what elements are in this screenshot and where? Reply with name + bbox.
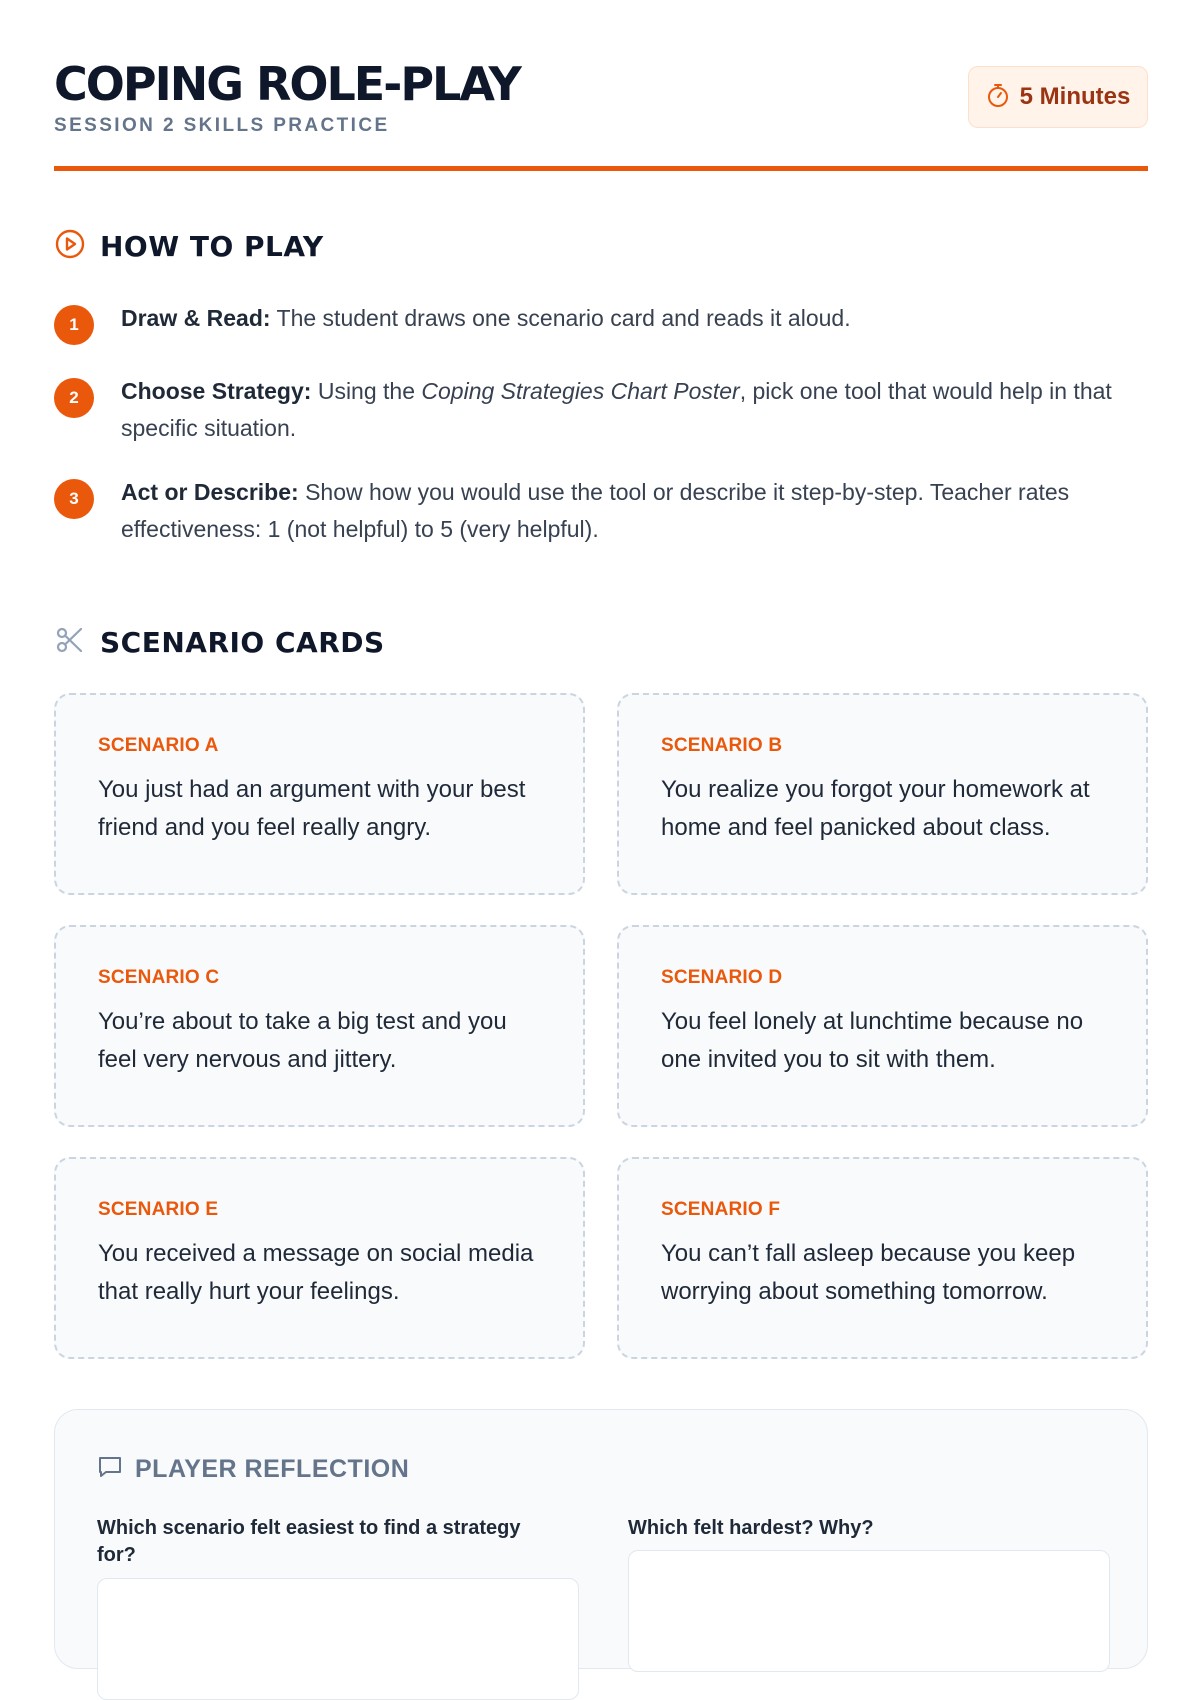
step-description: Using the	[317, 378, 415, 404]
scenario-card-d[interactable]	[617, 925, 1148, 1127]
step-description: The student draws one scenario card and reads it aloud.	[276, 305, 851, 331]
scenario-text: You just had an argument with your best friend and you feel really angry.	[98, 776, 526, 841]
player-reflection-panel	[54, 1409, 1148, 1669]
step-label: Act or Describe:	[121, 479, 299, 505]
play-circle-icon	[54, 228, 86, 265]
page-subtitle: SESSION 2 SKILLS PRACTICE	[54, 115, 390, 136]
page-title: COPING ROLE-PLAY	[54, 57, 520, 111]
header-divider	[54, 166, 1148, 171]
step-description: Show how you would use the tool or describe it step-by-step. Teacher rates effectiveness: 1 (not helpful) to 5 (very helpful).	[121, 479, 1070, 542]
scenario-text: You realize you forgot your homework at home and feel panicked about class.	[661, 776, 1090, 841]
scissors-icon	[54, 624, 86, 661]
step-number-badge: 1	[54, 305, 94, 345]
scenario-text: You’re about to take a big test and you feel very nervous and jittery.	[98, 1008, 507, 1073]
scenario-cards-heading	[54, 624, 385, 661]
scenario-card-b[interactable]	[617, 693, 1148, 895]
scenario-text: You feel lonely at lunchtime because no one invited you to sit with them.	[661, 1008, 1084, 1073]
timer-label: 5 Minutes	[1019, 83, 1131, 110]
scenario-label: SCENARIO B	[661, 735, 783, 756]
scenario-card-grid	[54, 693, 1148, 1359]
poster-reference: Coping Strategies Chart Poster	[421, 378, 740, 404]
scenario-cards-title: SCENARIO CARDS	[100, 626, 385, 659]
header	[54, 0, 1148, 174]
answer-field-hardest[interactable]	[628, 1550, 1110, 1672]
reflection-heading	[97, 1454, 409, 1485]
scenario-card-c[interactable]	[54, 925, 585, 1127]
reflection-question-2: Which felt hardest? Why?	[628, 1517, 874, 1539]
answer-field-easiest[interactable]	[97, 1578, 579, 1700]
scenario-text: You can’t fall asleep because you keep worrying about something tomorrow.	[661, 1240, 1076, 1305]
step-text	[121, 300, 851, 345]
chat-bubble-icon	[97, 1454, 123, 1485]
step-number-badge: 2	[54, 378, 94, 418]
reflection-question-1: Which scenario felt easiest to find a strategy for?	[97, 1517, 521, 1566]
scenario-label: SCENARIO F	[661, 1199, 781, 1220]
reflection-title: PLAYER REFLECTION	[135, 1455, 410, 1483]
worksheet-page	[54, 0, 1148, 1566]
stopwatch-icon	[986, 82, 1010, 113]
scenario-label: SCENARIO C	[98, 967, 220, 988]
timer-badge	[968, 66, 1148, 128]
scenario-label: SCENARIO E	[98, 1199, 219, 1220]
how-to-play-title: HOW TO PLAY	[100, 230, 324, 263]
scenario-label: SCENARIO D	[661, 967, 783, 988]
scenario-card-a[interactable]	[54, 693, 585, 895]
how-to-play-heading	[54, 228, 324, 265]
scenario-card-f[interactable]	[617, 1157, 1148, 1359]
scenario-label: SCENARIO A	[98, 735, 219, 756]
step-2	[54, 373, 1148, 447]
step-label: Draw & Read:	[121, 305, 271, 331]
step-number-badge: 3	[54, 479, 94, 519]
step-1	[54, 300, 1148, 345]
step-3	[54, 474, 1148, 548]
scenario-card-e[interactable]	[54, 1157, 585, 1359]
step-label: Choose Strategy:	[121, 378, 312, 404]
scenario-text: You received a message on social media that really hurt your feelings.	[98, 1240, 534, 1305]
step-description-cont: , pick one tool that would help in that specific situation.	[121, 378, 1112, 441]
step-text	[121, 474, 1148, 548]
step-text	[121, 373, 1148, 447]
